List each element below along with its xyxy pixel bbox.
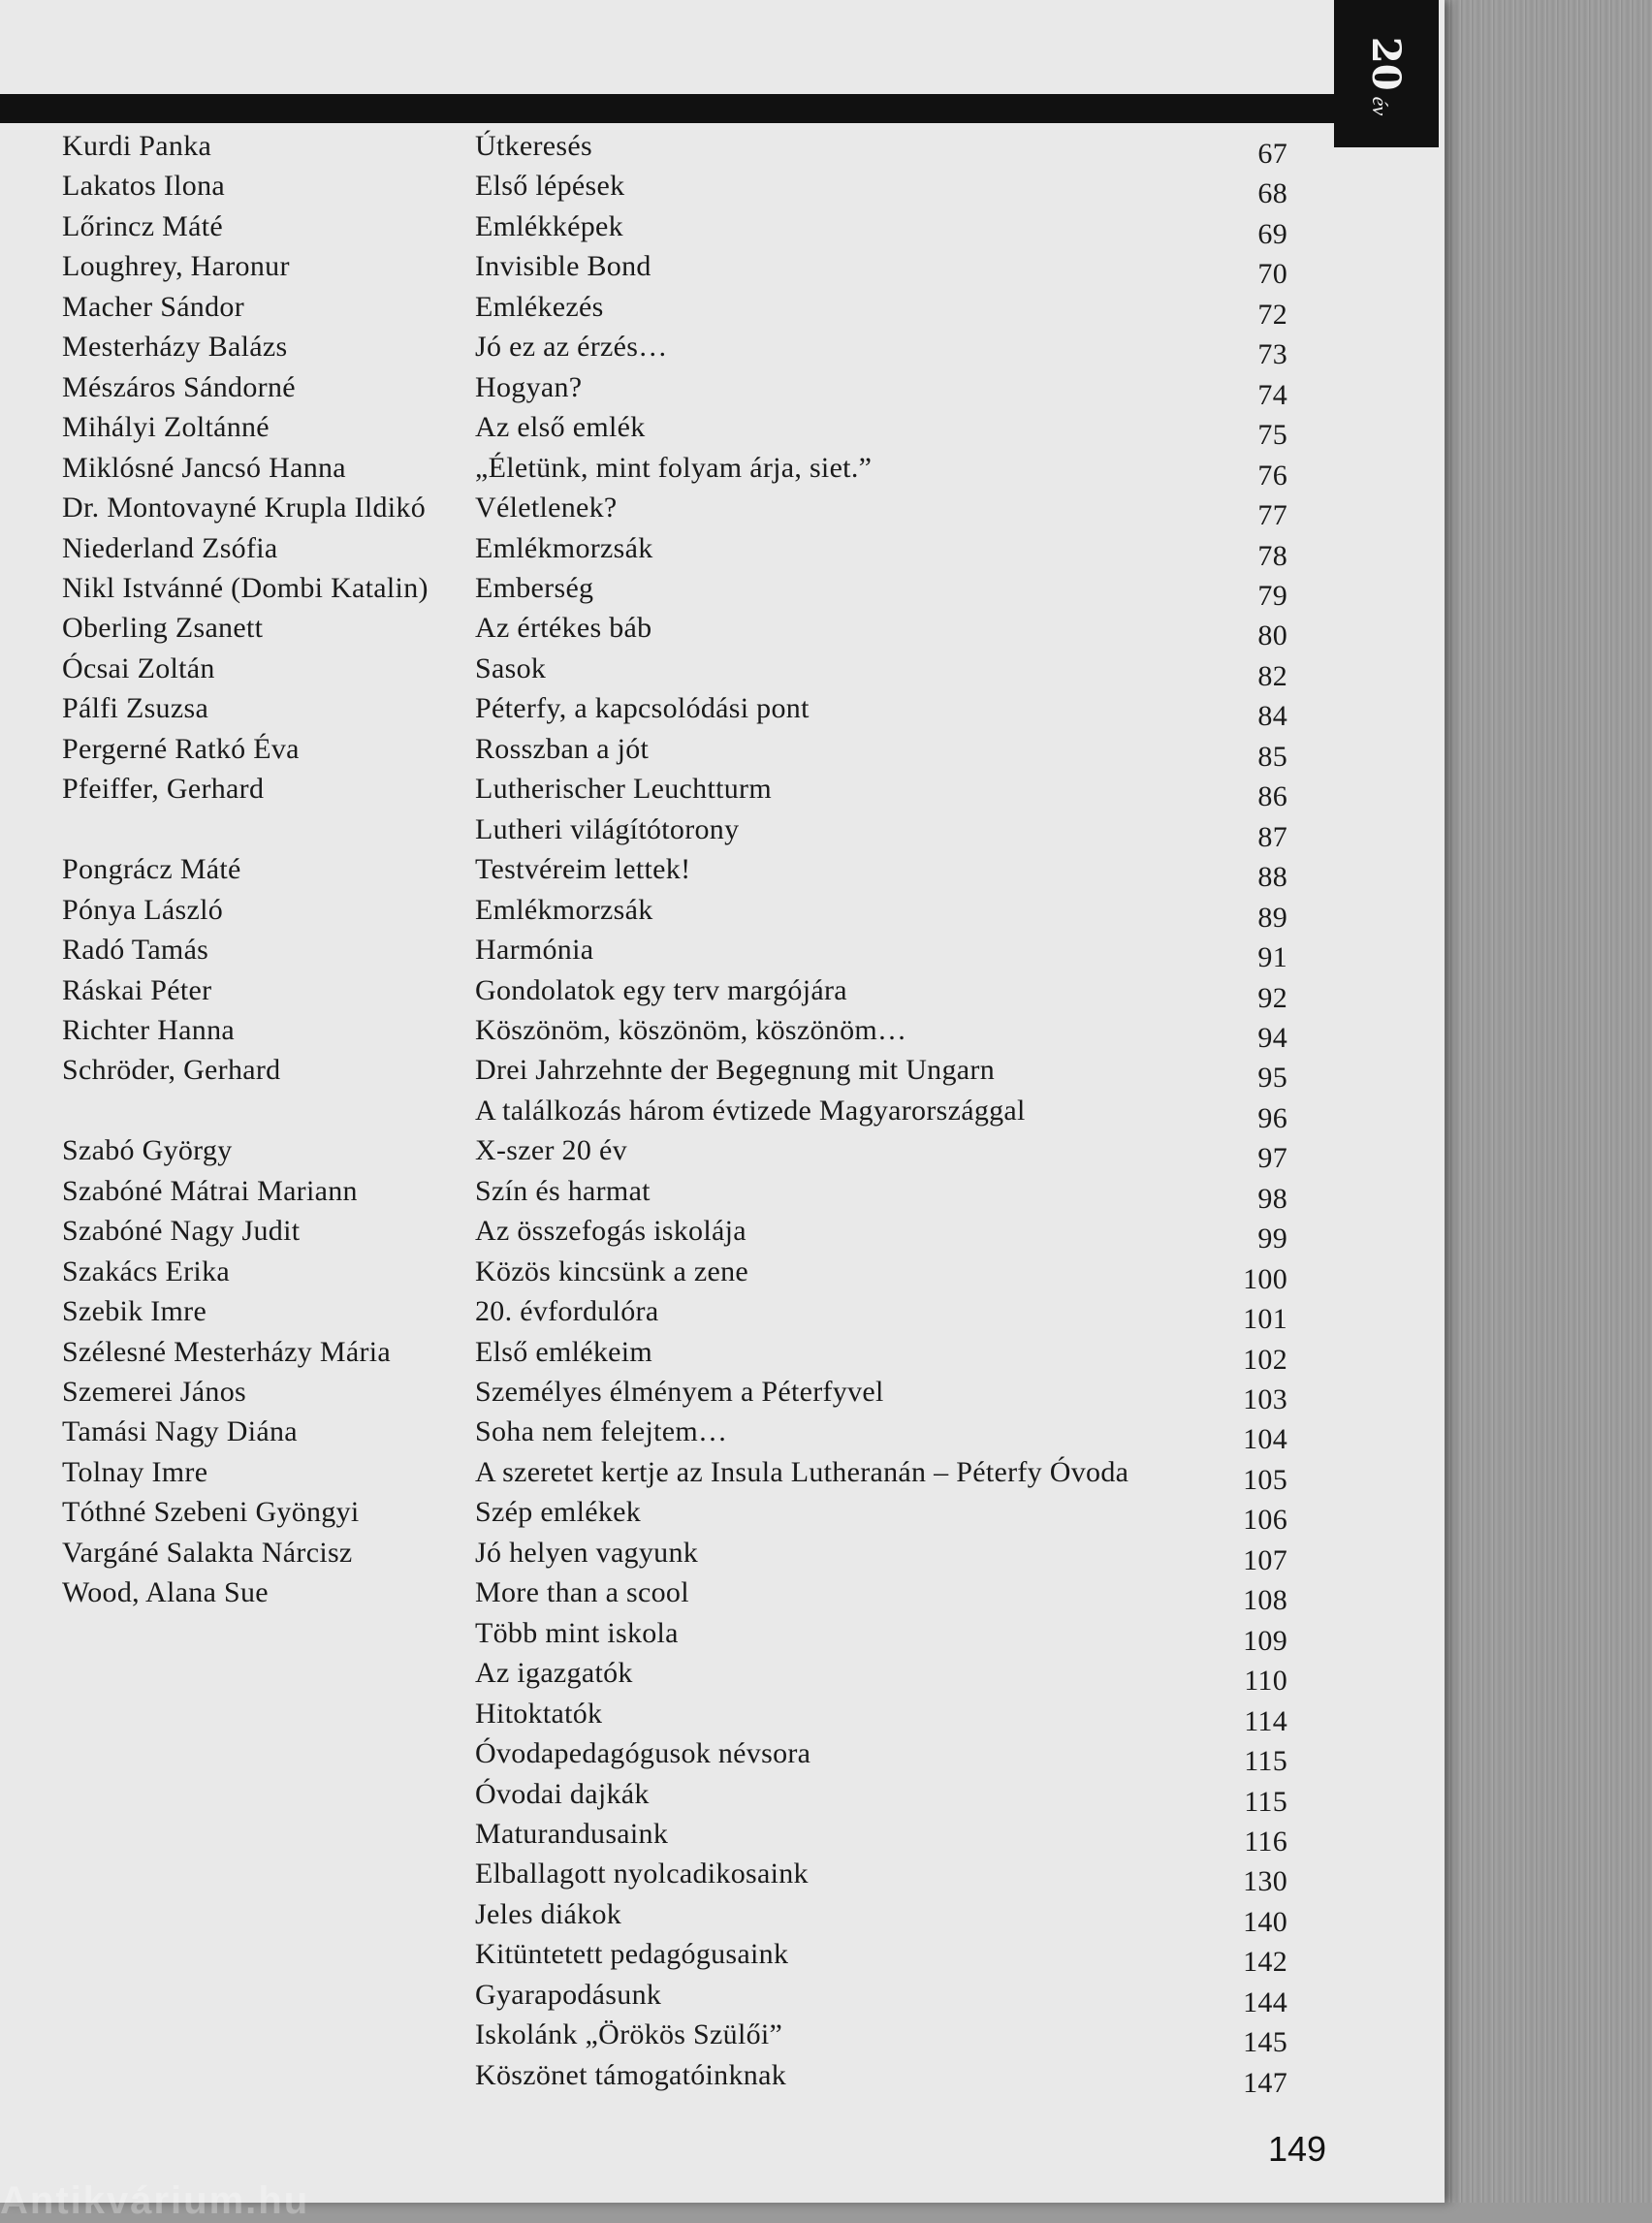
toc-author: Pálfi Zsuzsa [62,692,209,725]
toc-entry [0,650,1357,692]
toc-entry [0,689,1357,733]
toc-author: Nikl Istvánné (Dombi Katalin) [62,572,429,604]
toc-page-number: 84 [1257,700,1287,733]
toc-page-number: 142 [1243,1946,1287,1979]
toc-title: Péterfy, a kapcsolódási pont [475,692,810,725]
toc-title: Közös kincsünk a zene [475,1254,749,1287]
toc-page-number: 104 [1243,1423,1287,1456]
toc-title: Első emlékeim [475,1335,653,1368]
toc-page-number: 108 [1243,1584,1287,1617]
toc-title: Emlékezés [475,290,604,323]
toc-author: Kurdi Panka [62,130,212,162]
toc-entry [0,1051,1357,1095]
toc-title: Maturandusaink [475,1817,669,1850]
toc-page-number: 72 [1257,298,1287,331]
toc-title: 20. évfordulóra [475,1295,659,1328]
toc-title: Rosszban a jót [475,732,650,765]
toc-entry [0,1253,1357,1295]
toc-entry [0,1092,1357,1134]
toc-title: Szép emlékek [475,1496,642,1529]
toc-page-number: 88 [1257,861,1287,894]
toc-page-number: 110 [1244,1665,1287,1698]
toc-author: Szakács Erika [62,1254,230,1287]
toc-entry [0,1895,1357,1938]
toc-author: Oberling Zsanett [62,612,264,645]
toc-title: Testvéreim lettek! [475,853,691,886]
toc-entry [0,1734,1357,1777]
toc-author: Macher Sándor [62,290,245,323]
toc-author: Szélesné Mesterházy Mária [62,1335,392,1368]
toc-entry [0,1976,1357,2018]
toc-entry [0,770,1357,813]
toc-page-number: 94 [1257,1021,1287,1054]
toc-author: Pónya László [62,893,224,926]
toc-entry [0,2056,1357,2099]
toc-title: More than a scool [475,1576,689,1609]
toc-title: Hogyan? [475,370,583,403]
toc-author: Mihályi Zoltánné [62,411,270,444]
toc-title: Az igazgatók [475,1657,633,1690]
toc-page-number: 95 [1257,1062,1287,1095]
toc-entry [0,489,1357,532]
toc-title: „Életünk, mint folyam árja, siet.” [475,451,873,484]
toc-author: Schröder, Gerhard [62,1054,281,1087]
toc-title: Lutheri világítótorony [475,812,740,845]
toc-author: Miklósné Jancsó Hanna [62,451,346,484]
toc-entry [0,1654,1357,1698]
toc-entry [0,529,1357,572]
toc-page-number: 69 [1257,217,1287,250]
toc-title: Drei Jahrzehnte der Begegnung mit Ungarn [475,1054,995,1087]
toc-author: Szemerei János [62,1376,246,1408]
toc-title: Jó ez az érzés… [475,331,668,364]
toc-title: X-szer 20 év [475,1134,627,1167]
toc-page-number: 68 [1257,177,1287,210]
toc-page-number: 130 [1243,1865,1287,1898]
toc-entry [0,1775,1357,1818]
toc-page-number: 92 [1257,981,1287,1014]
toc-title: Sasok [475,651,547,684]
toc-entry [0,569,1357,612]
toc-page-number: 99 [1257,1223,1287,1255]
toc-author: Radó Tamás [62,934,209,966]
toc-page-number: 82 [1257,659,1287,692]
toc-title: Útkeresés [475,130,592,162]
toc-author: Niederland Zsófia [62,531,278,564]
toc-title: Az első emlék [475,411,646,444]
toc-page-number: 91 [1257,941,1287,973]
toc-author: Ócsai Zoltán [62,651,215,684]
toc-page-number: 107 [1243,1543,1287,1576]
toc-title: Első lépések [475,170,625,203]
toc-page-number: 67 [1257,138,1287,170]
toc-title: Invisible Bond [475,250,651,283]
toc-title: Jó helyen vagyunk [475,1536,699,1569]
toc-title: Iskolánk „Örökös Szülői” [475,2018,783,2051]
toc-page-number: 74 [1257,378,1287,411]
toc-page-number: 106 [1243,1504,1287,1537]
toc-author: Dr. Montovayné Krupla Ildikó [62,492,427,524]
toc-entry [0,730,1357,773]
toc-entry [0,810,1357,853]
toc-author: Vargáné Salakta Nárcisz [62,1536,353,1569]
toc-author: Pongrácz Máté [62,853,241,886]
toc-entry [0,127,1357,170]
toc-author: Ráskai Péter [62,973,212,1006]
toc-title: Hitoktatók [475,1697,603,1730]
toc-title: A szeretet kertje az Insula Lutheranán – Péterfy Óvoda [475,1455,1129,1488]
toc-page-number: 102 [1243,1343,1287,1376]
toc-title: Az összefogás iskolája [475,1215,747,1248]
page-number: 149 [1268,2129,1327,2169]
toc-entry [0,1573,1357,1617]
toc-author: Pergerné Ratkó Éva [62,732,300,765]
toc-entry [0,1453,1357,1496]
toc-author: Lőrincz Máté [62,209,224,242]
toc-title: Gyarapodásunk [475,1978,662,2011]
toc-entry [0,1815,1357,1858]
toc-title: Óvodapedagógusok névsora [475,1737,811,1769]
toc-author: Richter Hanna [62,1013,235,1046]
toc-page-number: 79 [1257,580,1287,612]
toc-entry [0,247,1357,291]
toc-entry [0,328,1357,371]
toc-entry [0,1373,1357,1415]
toc-page-number: 97 [1257,1142,1287,1175]
toc-entry [0,1614,1357,1657]
toc-title: A találkozás három évtizede Magyarországgal [475,1094,1026,1127]
toc-author: Szabó György [62,1134,233,1167]
toc-page-number: 100 [1243,1262,1287,1295]
toc-author: Pfeiffer, Gerhard [62,773,265,806]
toc-page-number: 144 [1243,1985,1287,2018]
watermark: Antikvárium.hu [0,2179,310,2222]
toc-page-number: 89 [1257,901,1287,934]
toc-entry [0,1212,1357,1255]
toc-entry [0,1131,1357,1175]
toc-entry [0,2016,1357,2059]
toc-title: Kitüntetett pedagógusaink [475,1938,789,1971]
toc-page-number: 96 [1257,1101,1287,1134]
toc-author: Loughrey, Haronur [62,250,290,283]
toc-title: Szín és harmat [475,1174,651,1207]
toc-author: Mészáros Sándorné [62,370,296,403]
toc-page-number: 87 [1257,820,1287,853]
toc-page-number: 116 [1244,1825,1287,1858]
toc-title: Soha nem felejtem… [475,1415,728,1448]
toc-entry [0,1011,1357,1054]
toc-page-number: 75 [1257,419,1287,452]
toc-page-number: 101 [1243,1303,1287,1336]
toc-entry [0,891,1357,934]
toc-entry [0,850,1357,894]
toc-entry [0,408,1357,452]
toc-page-number: 70 [1257,258,1287,291]
toc-page-number: 114 [1244,1704,1287,1737]
badge-suffix: év [1368,96,1393,115]
toc-title: Köszönöm, köszönöm, köszönöm… [475,1013,907,1046]
toc-title: Gondolatok egy terv margójára [475,973,847,1006]
toc-page-number: 85 [1257,740,1287,773]
toc-author: Tolnay Imre [62,1455,208,1488]
toc-entry [0,971,1357,1014]
toc-author: Lakatos Ilona [62,170,226,203]
toc-page-number: 147 [1243,2066,1287,2099]
toc-title: Az értékes báb [475,612,652,645]
toc-author: Szebik Imre [62,1295,207,1328]
toc-author: Szabóné Nagy Judit [62,1215,301,1248]
toc-entry [0,609,1357,652]
toc-entry [0,1855,1357,1898]
toc-title: Emlékképek [475,209,623,242]
toc-title: Lutherischer Leuchtturm [475,773,772,806]
toc-page-number: 145 [1243,2026,1287,2059]
toc-entry [0,167,1357,210]
badge-number: 20 [1363,36,1410,91]
toc-entry [0,1292,1357,1336]
toc-page-number: 103 [1243,1383,1287,1415]
toc-entry [0,449,1357,492]
toc-title: Jeles diákok [475,1897,622,1930]
toc-title: Emlékmorzsák [475,531,653,564]
toc-page-number: 86 [1257,780,1287,813]
toc-title: Óvodai dajkák [475,1777,650,1810]
toc-page-number: 73 [1257,338,1287,371]
toc-page-number: 105 [1243,1463,1287,1496]
toc-page-number: 109 [1243,1624,1287,1657]
toc-author: Tamási Nagy Diána [62,1415,298,1448]
toc-page-number: 80 [1257,619,1287,652]
toc-entry [0,1413,1357,1456]
toc-author: Tóthné Szebeni Gyöngyi [62,1496,360,1529]
toc-entry [0,368,1357,411]
toc-entry [0,1534,1357,1576]
toc-page-number: 98 [1257,1182,1287,1215]
toc-entry [0,1493,1357,1537]
toc-entry [0,1333,1357,1376]
toc-title: Emberség [475,572,594,604]
toc-page-number: 77 [1257,499,1287,532]
toc-entry [0,1172,1357,1215]
toc-page-number: 115 [1244,1745,1287,1777]
toc-entry [0,288,1357,331]
toc-page-number: 140 [1243,1905,1287,1938]
toc-entry [0,1935,1357,1979]
toc-title: Köszönet támogatóinknak [475,2058,786,2091]
toc-page-number: 115 [1244,1785,1287,1818]
toc-author: Szabóné Mátrai Mariann [62,1174,358,1207]
toc-title: Véletlenek? [475,492,618,524]
toc-author: Mesterházy Balázs [62,331,288,364]
toc-entry [0,1695,1357,1737]
toc-page-number: 76 [1257,459,1287,492]
toc-title: Több mint iskola [475,1616,679,1649]
toc-title: Személyes élményem a Péterfyvel [475,1376,884,1408]
toc-entry [0,931,1357,973]
toc-title: Emlékmorzsák [475,893,653,926]
toc-entry [0,207,1357,250]
toc-author: Wood, Alana Sue [62,1576,269,1609]
toc-title: Elballagott nyolcadikosaink [475,1858,809,1890]
toc-page-number: 78 [1257,539,1287,572]
toc-title: Harmónia [475,934,594,966]
